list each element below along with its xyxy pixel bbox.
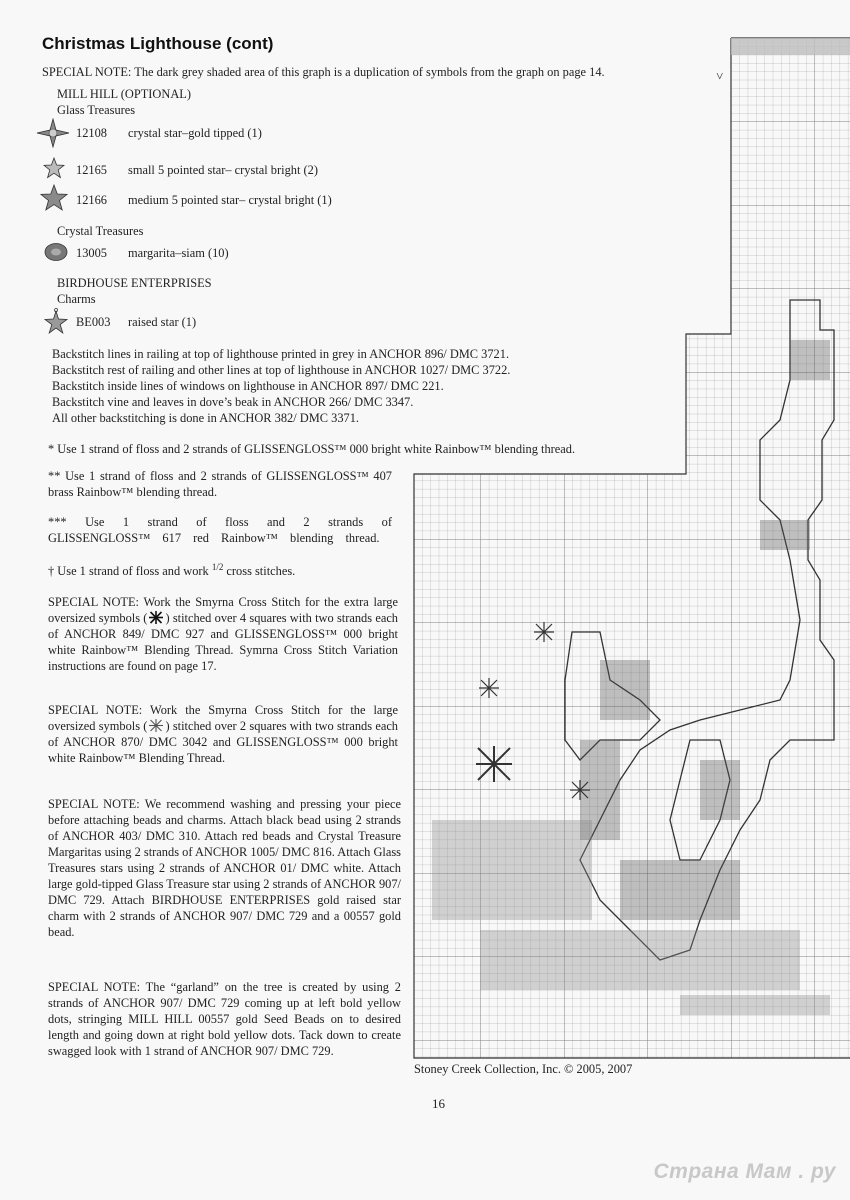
mill-hill-heading: MILL HILL (OPTIONAL) (57, 87, 191, 101)
note-single-star: * Use 1 strand of floss and 2 strands of GLISSENGLOSS™ 000 bright white Rainbow™ blending thread. (48, 442, 576, 456)
backstitch-line: Backstitch lines in railing at top of lighthouse printed in grey in ANCHOR 896/ DMC 3721. (52, 347, 510, 361)
smyrna-large-post: ) stitched over 2 squares with two strands each of ANCHOR 870/ DMC 3042 and GLISSENGLOSS™ 000 bright white Rainbow™ Blending Thread. (48, 719, 399, 765)
note-dagger-pre: † Use 1 strand of floss and work (48, 564, 212, 579)
item-code: 12166 (76, 193, 107, 207)
item-desc: small 5 pointed star– crystal bright (2) (128, 163, 318, 177)
watermark: Страна Мам . ру (653, 1160, 836, 1183)
center-arrow: > (712, 72, 728, 80)
washing-note: SPECIAL NOTE: We recommend washing and pressing your piece before attaching beads and charms. Attach black bead using 2 strands of ANCHOR 403/ DMC 310. Attach red beads and Crystal Treasure Margaritas using 2 strands of ANCHOR 1005/ DMC 816. Attach Glass Treasures stars using 2 strands of ANCHOR 01/ DMC white. Attach large gold-tipped Glass Treasure star using 2 strands of ANCHOR 907/ DMC 729. Attach BIRDHOUSE ENTERPRISES gold raised star charm with 2 strands of ANCHOR 907/ DMC 729 and a 00557 gold bead. (48, 797, 401, 939)
smyrna-star-large (479, 678, 499, 698)
item-code: 12165 (76, 163, 107, 177)
charms-heading: Charms (57, 292, 96, 306)
glass-treasures-heading: Glass Treasures (57, 103, 136, 117)
note-double-star: ** Use 1 strand of floss and 2 strands of GLISSENGLOSS™ 407 brass Rainbow™ blending thread. (48, 469, 392, 499)
item-desc: crystal star–gold tipped (1) (128, 126, 262, 140)
item-desc: margarita–siam (10) (128, 246, 229, 260)
note-dagger-fraction: 1/2 (211, 562, 224, 572)
smyrna-star-large (570, 780, 590, 800)
smyrna-xl-post: ) stitched over 4 squares with two strands each of ANCHOR 849/ DMC 927 and GLISSENGLOSS™ 000 bright white Rainbow™ Blending Thread. Symrna Cross Stitch Variation instructions are found on page 17. (48, 611, 399, 673)
smyrna-large-pre: SPECIAL NOTE: Work the Smyrna Cross Stitch for the large oversized symbols ( (48, 703, 398, 733)
backstitch-line: Backstitch inside lines of windows on lighthouse in ANCHOR 897/ DMC 221. (52, 379, 444, 393)
backstitch-line: All other backstitching is done in ANCHOR 382/ DMC 3371. (52, 411, 360, 425)
birdhouse-heading: BIRDHOUSE ENTERPRISES (57, 276, 212, 290)
item-code: 12108 (76, 126, 107, 140)
item-desc: medium 5 pointed star– crystal bright (1) (128, 193, 332, 207)
special-note-top: SPECIAL NOTE: The dark grey shaded area of this graph is a duplication of symbols from the graph on page 14. (42, 65, 605, 79)
garland-note: SPECIAL NOTE: The “garland” on the tree is created by using 2 strands of ANCHOR 907/ DMC 729 coming up at left bold yellow dots, stringing MILL HILL 00557 gold Seed Beads on to desired length and going down at right bold yellow dots. Tack down to create swagged look with 1 strand of ANCHOR 907/ DMC 729. (48, 980, 401, 1058)
page-number: 16 (432, 1096, 445, 1111)
smyrna-xl-pre: SPECIAL NOTE: Work the Smyrna Cross Stitch for the extra large oversized symbols ( (48, 595, 398, 625)
item-code: BE003 (76, 315, 111, 329)
smyrna-star-large (534, 622, 554, 642)
copyright: Stoney Creek Collection, Inc. © 2005, 2007 (414, 1062, 633, 1076)
smyrna-star-xl (476, 746, 512, 782)
page-title: Christmas Lighthouse (cont) (42, 34, 274, 53)
note-dagger-post: cross stitches. (223, 564, 296, 579)
crystal-treasures-heading: Crystal Treasures (57, 224, 144, 238)
backstitch-line: Backstitch rest of railing and other lines at top of lighthouse in ANCHOR 1027/ DMC 3722. (52, 363, 511, 377)
shaded-duplicate-area (731, 38, 850, 55)
item-desc: raised star (1) (128, 315, 197, 329)
backstitch-line: Backstitch vine and leaves in dove’s beak in ANCHOR 266/ DMC 3347. (52, 395, 414, 409)
note-triple-star-text: *** Use 1 strand of floss and 2 strands of GLISSENGLOSS™ 617 red Rainbow™ blending thread. (48, 515, 392, 545)
item-code: 13005 (76, 246, 107, 260)
